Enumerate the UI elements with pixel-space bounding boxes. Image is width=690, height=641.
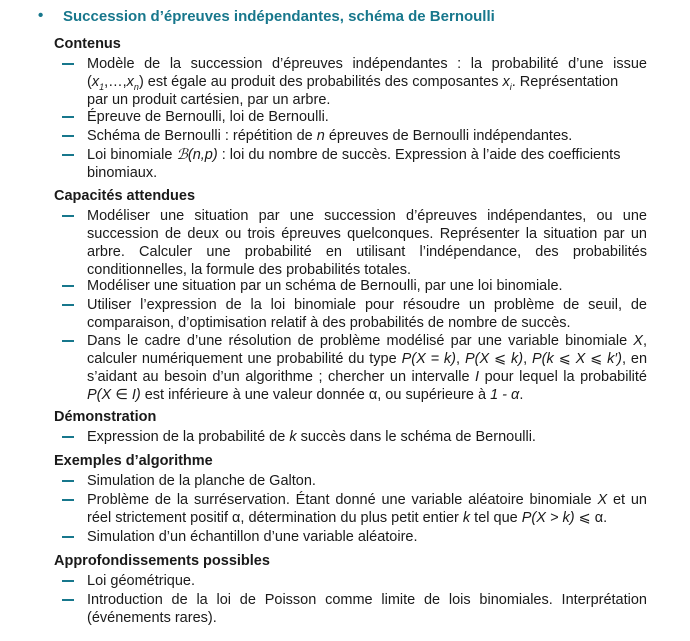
dash-icon (62, 499, 74, 501)
text-line: arbre. Calculer une probabilité en utilisant l’indépendance, des probabilités (87, 244, 647, 260)
text-line: Modéliser une situation par un schéma de Bernoulli, par une loi binomiale. (87, 278, 563, 294)
dash-icon (62, 285, 74, 287)
text-line: succession de deux ou trois épreuves quelconques. Représenter la situation par un (87, 226, 647, 242)
heading-demonstration: Démonstration (54, 409, 157, 425)
dash-icon (62, 599, 74, 601)
text-line: (événements rares). (87, 610, 217, 626)
text-line: Modèle de la succession d’épreuves indépendantes : la probabilité d’une issue (87, 56, 647, 72)
text-line: Loi binomiale ℬ(n,p) : loi du nombre de succès. Expression à l’aide des coefficients (87, 147, 621, 163)
text-line: conditionnelles, la formule des probabilités totales. (87, 262, 412, 278)
section-title-row (38, 8, 658, 30)
dash-icon (62, 580, 74, 582)
text-line: s’aidant au besoin d’un algorithme ; chercher un intervalle I pour lequel la probabilité (87, 369, 647, 385)
dash-icon (62, 340, 74, 342)
bullet-icon: • (38, 7, 44, 24)
dash-icon (62, 215, 74, 217)
text-line: Loi géométrique. (87, 573, 196, 589)
text-line: Dans le cadre d’une résolution de problème modélisé par une variable binomiale X, (87, 333, 647, 349)
section-title: Succession d’épreuves indépendantes, schéma de Bernoulli (63, 8, 495, 25)
dash-icon (62, 480, 74, 482)
text-line: Modéliser une situation par une succession d’épreuves indépendantes, ou une (87, 208, 647, 224)
heading-capacites: Capacités attendues (54, 188, 196, 204)
dash-icon (62, 436, 74, 438)
heading-exemples: Exemples d’algorithme (54, 453, 213, 469)
text-line: réel strictement positif α, détermination du plus petit entier k tel que P(X > k) ⩽ α. (87, 510, 608, 526)
text-line: Schéma de Bernoulli : répétition de n épreuves de Bernoulli indépendantes. (87, 128, 573, 144)
dash-icon (62, 536, 74, 538)
text-line: P(X ∈ I) est inférieure à une valeur donnée α, ou supérieure à 1 - α. (87, 387, 524, 403)
text-line: par un produit cartésien, par un arbre. (87, 92, 331, 108)
text-line: Introduction de la loi de Poisson comme limite de lois binomiales. Interprétation (87, 592, 647, 608)
dash-icon (62, 304, 74, 306)
text-line: $(x_1,\dots,x_n)$ est égale au produit des probabilités des composantes $x_i$. Représentation (87, 74, 619, 92)
text-line: Simulation de la planche de Galton. (87, 473, 316, 489)
text-line: Simulation d’un échantillon d’une variable aléatoire. (87, 529, 418, 545)
text-line: comparaison, d’optimisation relatif à des probabilités de nombre de succès. (87, 315, 571, 331)
dash-icon (62, 116, 74, 118)
heading-approfondissements: Approfondissements possibles (54, 553, 270, 569)
text-line: Expression de la probabilité de k succès dans le schéma de Bernoulli. (87, 429, 536, 445)
dash-icon (62, 135, 74, 137)
dash-icon (62, 154, 74, 156)
text-line: Problème de la surréservation. Étant donné une variable aléatoire binomiale X et un (87, 492, 647, 508)
text-line: Utiliser l’expression de la loi binomiale pour résoudre un problème de seuil, de (87, 297, 647, 313)
text-line: binomiaux. (87, 165, 158, 181)
text-line: calculer numériquement une probabilité du type P(X = k), P(X ⩽ k), P(k ⩽ X ⩽ k′), en (87, 351, 648, 367)
heading-contenus: Contenus (54, 36, 121, 52)
dash-icon (62, 63, 74, 65)
text-line: Épreuve de Bernoulli, loi de Bernoulli. (87, 109, 329, 125)
